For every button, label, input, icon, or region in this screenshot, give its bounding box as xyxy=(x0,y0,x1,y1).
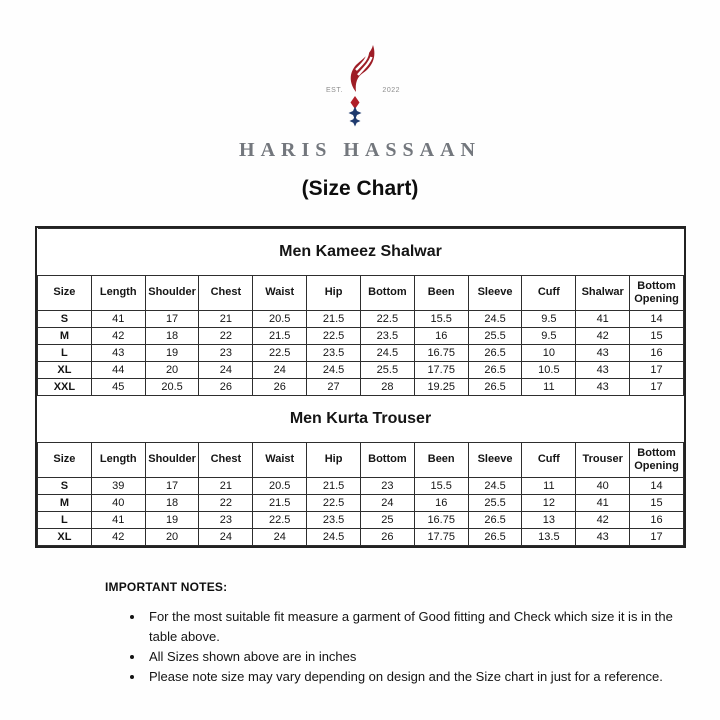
table-cell: 11 xyxy=(522,379,576,396)
table-cell: 42 xyxy=(576,328,630,345)
table-row xyxy=(38,495,684,512)
table-cell: 14 xyxy=(630,478,684,495)
column-header: Shalwar xyxy=(576,276,630,311)
table-cell: 16 xyxy=(630,345,684,362)
column-header: Shoulder xyxy=(145,276,199,311)
size-cell: XXL xyxy=(38,379,92,396)
size-tables-frame xyxy=(35,226,686,548)
table-row xyxy=(38,478,684,495)
table-cell: 16 xyxy=(414,495,468,512)
table-cell: 25.5 xyxy=(468,328,522,345)
size-chart-table xyxy=(37,228,684,546)
size-cell: L xyxy=(38,512,92,529)
table-cell: 45 xyxy=(91,379,145,396)
table-cell: 22 xyxy=(199,495,253,512)
column-header: Length xyxy=(91,443,145,478)
size-cell: S xyxy=(38,478,92,495)
column-header: Size xyxy=(38,276,92,311)
column-header: Sleeve xyxy=(468,276,522,311)
table-cell: 13.5 xyxy=(522,529,576,546)
table-cell: 24.5 xyxy=(307,529,361,546)
table-cell: 24.5 xyxy=(468,311,522,328)
size-cell: XL xyxy=(38,529,92,546)
note-item: • Please note size may vary depending on design and the Size chart in just for a reference. xyxy=(145,667,686,687)
table-cell: 18 xyxy=(145,495,199,512)
table-cell: 43 xyxy=(576,529,630,546)
size-cell: M xyxy=(38,328,92,345)
table-cell: 43 xyxy=(576,379,630,396)
note-item: • For the most suitable fit measure a garment of Good fitting and Check which size it is in the table above. xyxy=(145,607,686,647)
table-cell: 24 xyxy=(199,529,253,546)
table-cell: 26 xyxy=(360,529,414,546)
table-cell: 17.75 xyxy=(414,362,468,379)
table-cell: 21.5 xyxy=(253,495,307,512)
table-cell: 24 xyxy=(360,495,414,512)
table-cell: 10 xyxy=(522,345,576,362)
table-cell: 26 xyxy=(199,379,253,396)
table-row xyxy=(38,345,684,362)
important-notes xyxy=(105,580,715,688)
blue-star-icon xyxy=(350,116,361,127)
brand-name: HARIS HASSAAN xyxy=(239,139,481,161)
table-cell: 42 xyxy=(576,512,630,529)
table-cell: 25.5 xyxy=(468,495,522,512)
column-header: Been xyxy=(414,276,468,311)
table-cell: 25.5 xyxy=(360,362,414,379)
table-row xyxy=(38,362,684,379)
table-cell: 40 xyxy=(576,478,630,495)
table-cell: 15.5 xyxy=(414,478,468,495)
size-cell: M xyxy=(38,495,92,512)
table-cell: 20.5 xyxy=(253,478,307,495)
table-row xyxy=(38,328,684,345)
table-cell: 22 xyxy=(199,328,253,345)
table-cell: 25 xyxy=(360,512,414,529)
table-cell: 24.5 xyxy=(360,345,414,362)
table-cell: 21.5 xyxy=(307,311,361,328)
table-cell: 16.75 xyxy=(414,345,468,362)
size-cell: L xyxy=(38,345,92,362)
table-cell: 17 xyxy=(145,478,199,495)
size-cell: S xyxy=(38,311,92,328)
table-cell: 20 xyxy=(145,529,199,546)
logo-est-label: EST. xyxy=(326,87,343,94)
table-section-title-row xyxy=(38,396,684,443)
table-cell: 22.5 xyxy=(253,512,307,529)
table-cell: 26.5 xyxy=(468,379,522,396)
table-cell: 41 xyxy=(91,512,145,529)
table-cell: 22.5 xyxy=(253,345,307,362)
table-cell: 23.5 xyxy=(307,512,361,529)
table-cell: 23 xyxy=(360,478,414,495)
feather-logo-icon xyxy=(342,45,378,127)
column-header: Hip xyxy=(307,443,361,478)
table-cell: 24 xyxy=(253,529,307,546)
table-cell: 16 xyxy=(630,512,684,529)
column-header: Cuff xyxy=(522,443,576,478)
logo-year-label: 2022 xyxy=(382,87,400,94)
column-header: Sleeve xyxy=(468,443,522,478)
table-cell: 20.5 xyxy=(253,311,307,328)
table-cell: 19 xyxy=(145,345,199,362)
table-cell: 23 xyxy=(199,512,253,529)
table-cell: 17.75 xyxy=(414,529,468,546)
table-cell: 26.5 xyxy=(468,512,522,529)
table-cell: 16 xyxy=(414,328,468,345)
column-header: Been xyxy=(414,443,468,478)
column-header: Length xyxy=(91,276,145,311)
table-header-row xyxy=(38,276,684,311)
notes-heading: IMPORTANT NOTES: xyxy=(105,580,228,594)
table-cell: 26.5 xyxy=(468,529,522,546)
table-cell: 41 xyxy=(576,311,630,328)
table-cell: 24 xyxy=(253,362,307,379)
table-section-title: Men Kameez Shalwar xyxy=(38,229,684,276)
table-cell: 24.5 xyxy=(468,478,522,495)
size-chart-table-body xyxy=(38,229,684,546)
table-cell: 24.5 xyxy=(307,362,361,379)
table-row xyxy=(38,512,684,529)
table-cell: 9.5 xyxy=(522,311,576,328)
table-cell: 10.5 xyxy=(522,362,576,379)
table-row xyxy=(38,379,684,396)
table-cell: 19 xyxy=(145,512,199,529)
table-cell: 42 xyxy=(91,328,145,345)
table-section-title-row xyxy=(38,229,684,276)
table-cell: 39 xyxy=(91,478,145,495)
table-cell: 15 xyxy=(630,328,684,345)
column-header: Waist xyxy=(253,443,307,478)
table-header-row xyxy=(38,443,684,478)
table-cell: 21 xyxy=(199,311,253,328)
table-cell: 17 xyxy=(145,311,199,328)
table-cell: 21.5 xyxy=(307,478,361,495)
table-cell: 15 xyxy=(630,495,684,512)
table-section-title: Men Kurta Trouser xyxy=(38,396,684,443)
column-header: Hip xyxy=(307,276,361,311)
table-cell: 27 xyxy=(307,379,361,396)
column-header: Bottom xyxy=(360,276,414,311)
note-item: • All Sizes shown above are in inches xyxy=(145,647,686,667)
table-cell: 23.5 xyxy=(360,328,414,345)
column-header: Size xyxy=(38,443,92,478)
table-cell: 11 xyxy=(522,478,576,495)
table-cell: 42 xyxy=(91,529,145,546)
table-cell: 19.25 xyxy=(414,379,468,396)
table-cell: 20 xyxy=(145,362,199,379)
table-cell: 13 xyxy=(522,512,576,529)
column-header: Bottom Opening xyxy=(630,276,684,311)
table-cell: 17 xyxy=(630,362,684,379)
table-cell: 20.5 xyxy=(145,379,199,396)
page-title: (Size Chart) xyxy=(301,177,419,200)
table-cell: 22.5 xyxy=(307,495,361,512)
table-cell: 28 xyxy=(360,379,414,396)
table-cell: 41 xyxy=(576,495,630,512)
table-cell: 26.5 xyxy=(468,345,522,362)
table-cell: 24 xyxy=(199,362,253,379)
column-header: Cuff xyxy=(522,276,576,311)
table-cell: 43 xyxy=(91,345,145,362)
table-cell: 14 xyxy=(630,311,684,328)
table-cell: 22.5 xyxy=(360,311,414,328)
table-cell: 16.75 xyxy=(414,512,468,529)
table-cell: 26 xyxy=(253,379,307,396)
table-cell: 15.5 xyxy=(414,311,468,328)
table-cell: 23 xyxy=(199,345,253,362)
table-cell: 40 xyxy=(91,495,145,512)
column-header: Chest xyxy=(199,276,253,311)
size-cell: XL xyxy=(38,362,92,379)
table-cell: 12 xyxy=(522,495,576,512)
table-cell: 21 xyxy=(199,478,253,495)
table-cell: 41 xyxy=(91,311,145,328)
table-row xyxy=(38,529,684,546)
table-cell: 9.5 xyxy=(522,328,576,345)
table-cell: 44 xyxy=(91,362,145,379)
column-header: Waist xyxy=(253,276,307,311)
table-cell: 26.5 xyxy=(468,362,522,379)
brand-logo xyxy=(290,45,430,127)
table-cell: 18 xyxy=(145,328,199,345)
table-cell: 17 xyxy=(630,529,684,546)
table-cell: 43 xyxy=(576,362,630,379)
table-cell: 23.5 xyxy=(307,345,361,362)
table-cell: 21.5 xyxy=(253,328,307,345)
table-cell: 17 xyxy=(630,379,684,396)
column-header: Chest xyxy=(199,443,253,478)
notes-list xyxy=(105,607,715,688)
table-cell: 43 xyxy=(576,345,630,362)
column-header: Trouser xyxy=(576,443,630,478)
column-header: Bottom Opening xyxy=(630,443,684,478)
table-row xyxy=(38,311,684,328)
column-header: Shoulder xyxy=(145,443,199,478)
table-cell: 22.5 xyxy=(307,328,361,345)
column-header: Bottom xyxy=(360,443,414,478)
